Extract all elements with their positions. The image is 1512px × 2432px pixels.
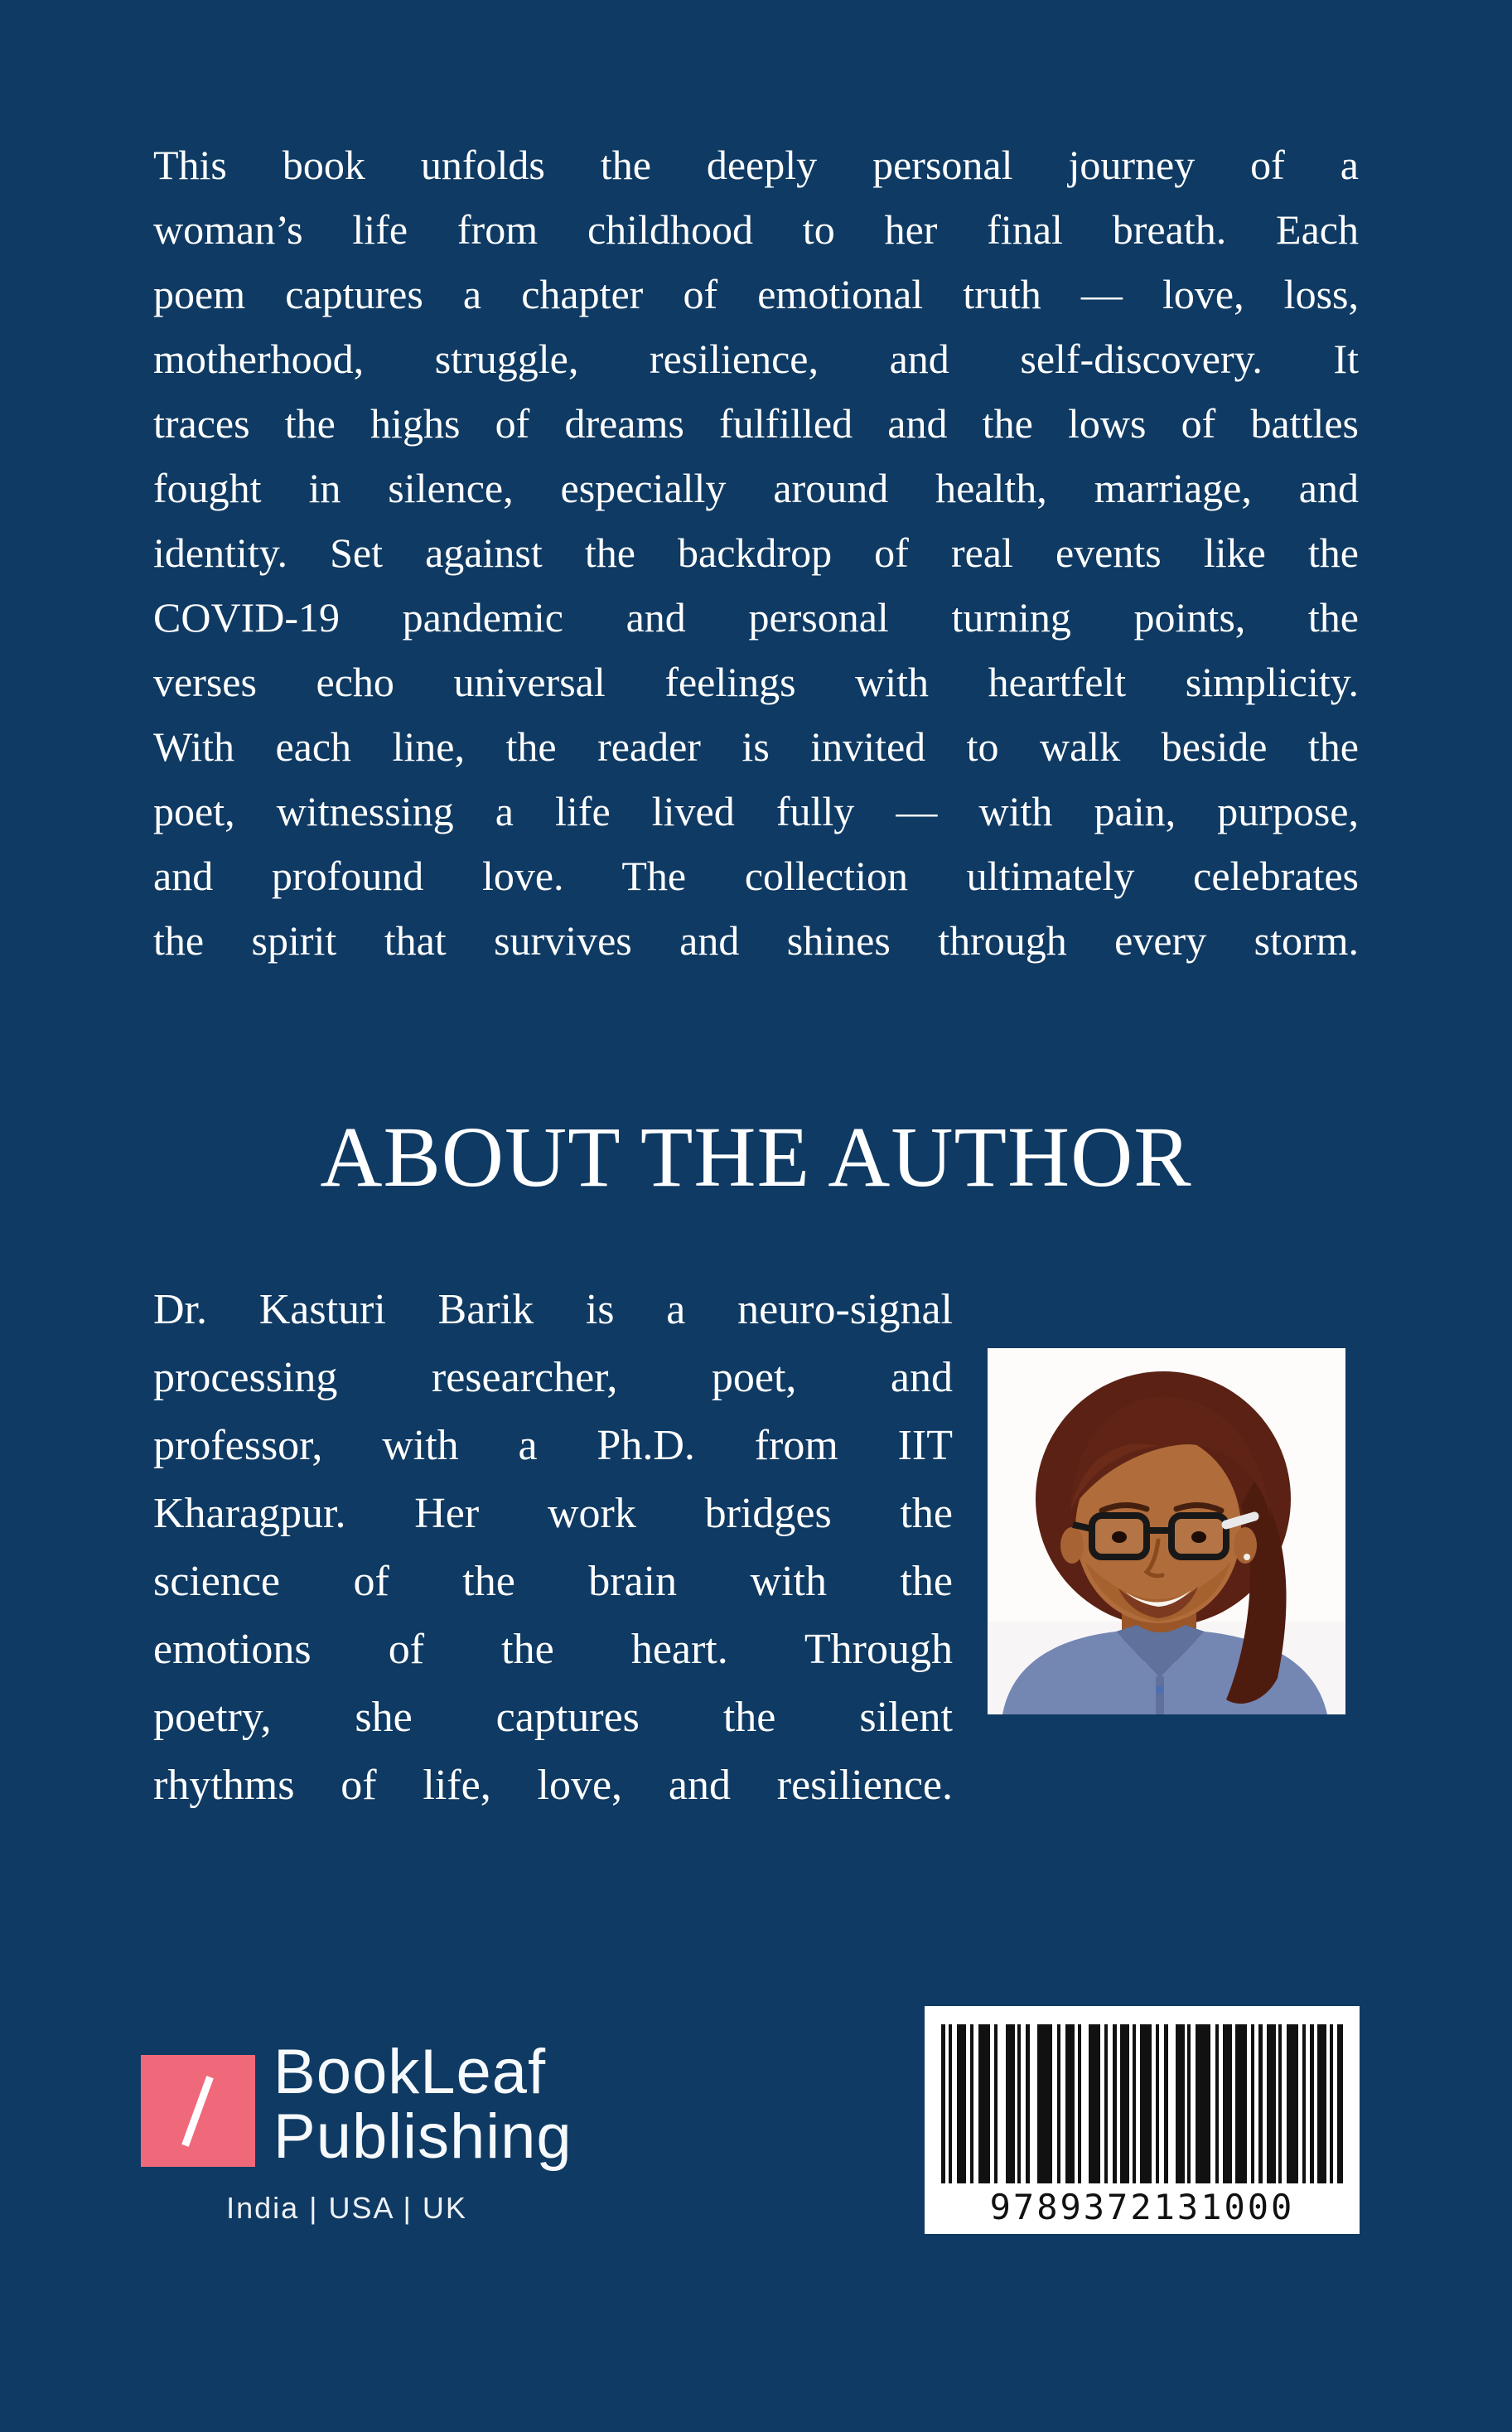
author-bio (153, 1276, 953, 1820)
publisher-name (273, 2037, 572, 2172)
isbn-number: 9789372131000 (989, 2187, 1295, 2227)
slash-icon (181, 2076, 214, 2147)
bio-line: emotions of the heart. Through (153, 1626, 953, 1673)
description-line: and profound love. The collection ultimately celebrates (153, 853, 1359, 899)
about-author-heading: ABOUT THE AUTHOR (320, 1110, 1192, 1205)
barcode-bars-icon (941, 2024, 1343, 2183)
description-line: COVID-19 pandemic and personal turning points, the (153, 594, 1359, 641)
description-line: verses echo universal feelings with heartfelt simplicity. (153, 659, 1359, 705)
description-line: motherhood, struggle, resilience, and self-discovery. It (153, 336, 1359, 382)
isbn-barcode (925, 2006, 1360, 2234)
bio-line: poetry, she captures the silent (153, 1694, 953, 1741)
publisher-block (141, 2037, 572, 2226)
publisher-name-line2: Publishing (273, 2101, 572, 2172)
book-description (153, 133, 1359, 973)
bio-line: rhythms of life, love, and resilience. (153, 1762, 953, 1809)
bio-line: processing researcher, poet, and (153, 1354, 953, 1401)
description-line: traces the highs of dreams fulfilled and the lows of battles (153, 400, 1359, 447)
publisher-countries: India | USA | UK (226, 2191, 467, 2225)
description-line: identity. Set against the backdrop of real events like the (153, 529, 1359, 576)
bio-line: professor, with a Ph.D. from IIT (153, 1422, 953, 1469)
description-line: woman’s life from childhood to her final breath. Each (153, 206, 1359, 253)
bookleaf-logo (141, 2055, 255, 2167)
description-line: With each line, the reader is invited to walk beside the (153, 723, 1359, 770)
description-line: This book unfolds the deeply personal journey of a (153, 142, 1359, 188)
description-line: the spirit that survives and shines through every storm. (153, 917, 1359, 964)
description-line: poet, witnessing a life lived fully — with pain, purpose, (153, 788, 1359, 834)
bio-line: Dr. Kasturi Barik is a neuro-signal (153, 1286, 953, 1333)
author-portrait-illustration (988, 1348, 1345, 1714)
description-line: poem captures a chapter of emotional truth — love, loss, (153, 271, 1359, 317)
publisher-name-line1: BookLeaf (273, 2037, 547, 2107)
author-photo (988, 1348, 1345, 1714)
bio-line: science of the brain with the (153, 1558, 953, 1605)
description-line: fought in silence, especially around health, marriage, and (153, 465, 1359, 511)
bio-line: Kharagpur. Her work bridges the (153, 1490, 953, 1537)
